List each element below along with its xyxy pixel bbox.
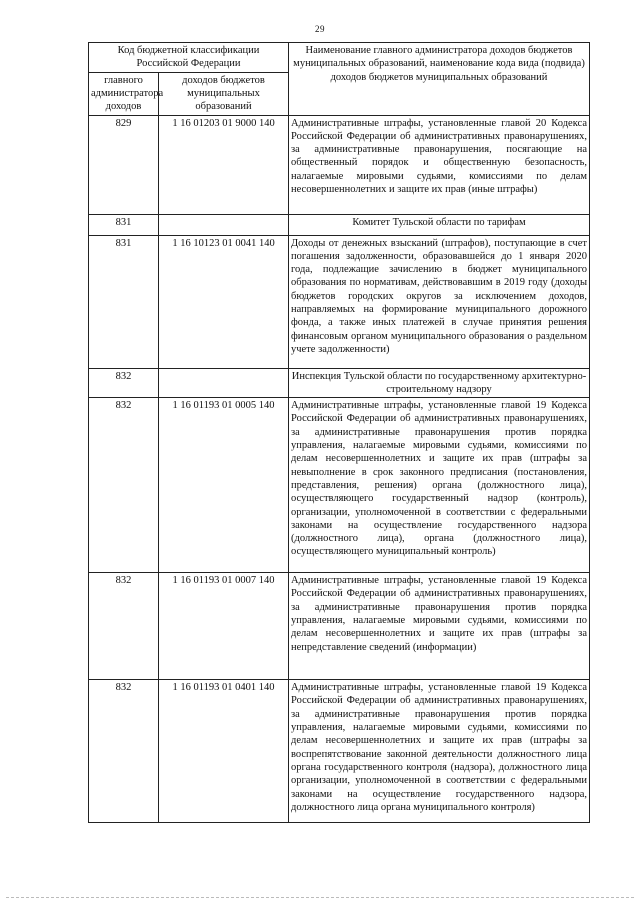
page-number: 29: [315, 24, 325, 34]
admin-code-cell: 832: [89, 680, 159, 823]
income-code-cell: [159, 214, 289, 235]
agency-name-cell: Комитет Тульской области по тарифам: [289, 214, 590, 235]
scan-edge-line: [6, 896, 634, 898]
description-cell: Административные штрафы, установленные главой 20 Кодекса Российской Федерации об административных правонарушениях, за административные правонарушения, посягающие на общественный порядок и общественную безопасность, налагаемые мировыми судьями, комиссиями по делам несовершеннолетних и защите их прав (иные штрафы): [289, 115, 590, 214]
income-code-cell: [159, 368, 289, 398]
admin-code-cell: 832: [89, 368, 159, 398]
header-row-1: [89, 43, 590, 73]
header-admin-column: главного администратора доходов: [89, 72, 159, 115]
income-code-cell: 1 16 01193 01 0005 140: [159, 398, 289, 573]
table-row: [89, 368, 590, 398]
table-row: [89, 214, 590, 235]
admin-code-cell: 832: [89, 398, 159, 573]
admin-code-cell: 831: [89, 235, 159, 368]
income-code-cell: 1 16 01193 01 0401 140: [159, 680, 289, 823]
table-row: [89, 573, 590, 680]
header-kbk-group: Код бюджетной классификации Российской Федерации: [89, 43, 289, 73]
income-code-cell: 1 16 01193 01 0007 140: [159, 573, 289, 680]
agency-name-cell: Инспекция Тульской области по государственному архитектурно-строительному надзору: [289, 368, 590, 398]
header-income-column: доходов бюджетов муниципальных образований: [159, 72, 289, 115]
description-cell: Административные штрафы, установленные главой 19 Кодекса Российской Федерации об административных правонарушениях, за административные правонарушения против порядка управления, налагаемые мировыми судьями, комиссиями по делам несовершеннолетних и защите их прав (штрафы за невыполнение в срок законного предписания (постановления, представления, решения) органа (должностного лица), осуществляющего государственный надзор (контроль), организации, уполномоченной в соответствии с федеральными законами на осуществление государственного надзора (должностного лица), органа (должностного лица), осуществляющего муниципальный контроль): [289, 398, 590, 573]
admin-code-cell: 831: [89, 214, 159, 235]
income-code-cell: 1 16 10123 01 0041 140: [159, 235, 289, 368]
description-cell: Административные штрафы, установленные главой 19 Кодекса Российской Федерации об административных правонарушениях, за административные правонарушения против порядка управления, налагаемые мировыми судьями, комиссиями по делам несовершеннолетних и защите их прав (штрафы за непредставление сведений (информации): [289, 573, 590, 680]
budget-codes-table: [88, 42, 590, 823]
table-row: [89, 235, 590, 368]
table-row: [89, 398, 590, 573]
description-cell: Административные штрафы, установленные главой 19 Кодекса Российской Федерации об административных правонарушениях, за административные правонарушения против порядка управления, налагаемые мировыми судьями, комиссиями по делам несовершеннолетних и защите их прав (штрафы за воспрепятствование законной деятельности должностного лица органа государственного контроля (надзора), должностного лица организации, уполномоченной в соответствии с федеральными законами на осуществление государственного надзора, должностного лица органа муниципального контроля): [289, 680, 590, 823]
header-name-column: Наименование главного администратора доходов бюджетов муниципальных образований, наименование кода вида (подвида) доходов бюджетов муниципальных образований: [289, 43, 590, 116]
table-row: [89, 680, 590, 823]
admin-code-cell: 829: [89, 115, 159, 214]
description-cell: Доходы от денежных взысканий (штрафов), поступающие в счет погашения задолженности, образовавшейся до 1 января 2020 года, подлежащие зачислению в бюджет муниципального образования по нормативам, действовавшим в 2019 году (доходы бюджетов городских округов за исключением доходов, направляемых на формирование муниципального дорожного фонда, а также иных платежей в случае принятия решения финансовым органом муниципального образования о раздельном учете задолженности): [289, 235, 590, 368]
income-code-cell: 1 16 01203 01 9000 140: [159, 115, 289, 214]
admin-code-cell: 832: [89, 573, 159, 680]
table-row: [89, 115, 590, 214]
